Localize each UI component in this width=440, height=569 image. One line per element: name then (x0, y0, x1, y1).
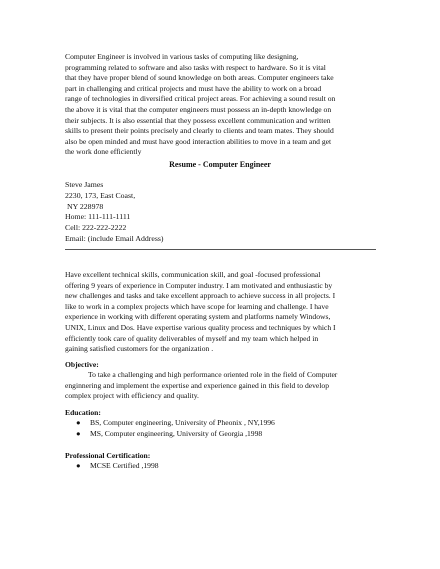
objective-line: complex project with efficiency and quality. (65, 391, 199, 401)
summary-line: gaining satisfied customers for the organization . (65, 344, 214, 354)
education-item-text: BS, Computer engineering, University of Pheonix , NY,1996 (90, 418, 275, 427)
contact-block (65, 180, 385, 245)
intro-line: their subjects. It is also essential that they possess excellent communication and written (65, 115, 331, 125)
contact-name: Steve James (65, 180, 104, 189)
intro-line: part in challenging and critical projects and must have the ability to work on a broad (65, 83, 322, 93)
objective-line: To take a challenging and high performance oriented role in the field of Computer (88, 370, 338, 379)
objective-line: enginnering and implement the expertise and experience gained in this field to develop (65, 380, 330, 390)
summary-line: like to work in a complex projects which have scope for learning and challenge. I have (65, 301, 329, 311)
education-item-text: MS, Computer engineering, University of Georgia ,1998 (90, 428, 263, 438)
divider (65, 249, 376, 250)
intro-line: programming related to software and also tasks with respect to hardware. So it is vital (65, 62, 326, 72)
contact-home-phone: Home: 111-111-1111 (65, 212, 131, 222)
list-item (65, 418, 385, 429)
contact-address-line: 2230, 173, East Coast, (65, 190, 136, 200)
bullet-icon: ● (76, 428, 81, 438)
education-list (65, 418, 385, 439)
objective-text (65, 370, 385, 402)
resume-title: Resume - Computer Engineer (169, 160, 271, 169)
intro-line: Computer Engineer is involved in various tasks of computing like designing, (65, 52, 299, 61)
summary-line: new challenges and tasks and take excellent approach to achieve success in all projects. I (65, 291, 336, 301)
summary-line: offering 9 years of experience in Computer industry. I am motivated and enthusiastic by (65, 280, 333, 290)
bullet-icon: ● (76, 418, 81, 427)
intro-line: the above it is vital that the computer engineers must possess an in-depth knowledge on (65, 104, 332, 114)
education-heading: Education: (65, 408, 101, 417)
certification-item-text: MCSE Certified ,1998 (90, 461, 159, 470)
summary-line: experience in working with different operating system and platforms namely Windows, (65, 312, 331, 322)
intro-line: skills to present their points precisely and clearly to clients and team mates. They should (65, 126, 334, 136)
list-item (65, 429, 385, 440)
intro-line: the work done efficiently (65, 147, 142, 157)
summary-line: Have excellent technical skills, communication skill, and goal -focused professional (65, 270, 321, 279)
contact-email: Email: (include Email Address) (65, 233, 164, 243)
list-item (65, 461, 385, 472)
contact-address-line: NY 228978 (65, 201, 104, 211)
contact-cell-phone: Cell: 222-222-2222 (65, 223, 127, 233)
objective-heading: Objective: (65, 360, 99, 369)
intro-line: also be open minded and must have good interaction abilities to move in a team and get (65, 136, 332, 146)
summary-line: efficiently took care of quality deliverables of myself and my team which helped in (65, 333, 319, 343)
certification-list (65, 461, 385, 472)
certification-heading: Professional Certification: (65, 451, 151, 460)
summary-paragraph (65, 270, 385, 355)
summary-line: UNIX, Linux and Dos. Have expertise various quality process and techniques by which I (65, 322, 336, 332)
intro-line: that they have proper blend of sound knowledge on both areas. Computer engineers take (65, 73, 334, 83)
bullet-icon: ● (76, 461, 81, 470)
intro-paragraph (65, 52, 385, 158)
intro-line: range of technologies in diversified critical project areas. For achieving a sound result on (65, 94, 336, 104)
